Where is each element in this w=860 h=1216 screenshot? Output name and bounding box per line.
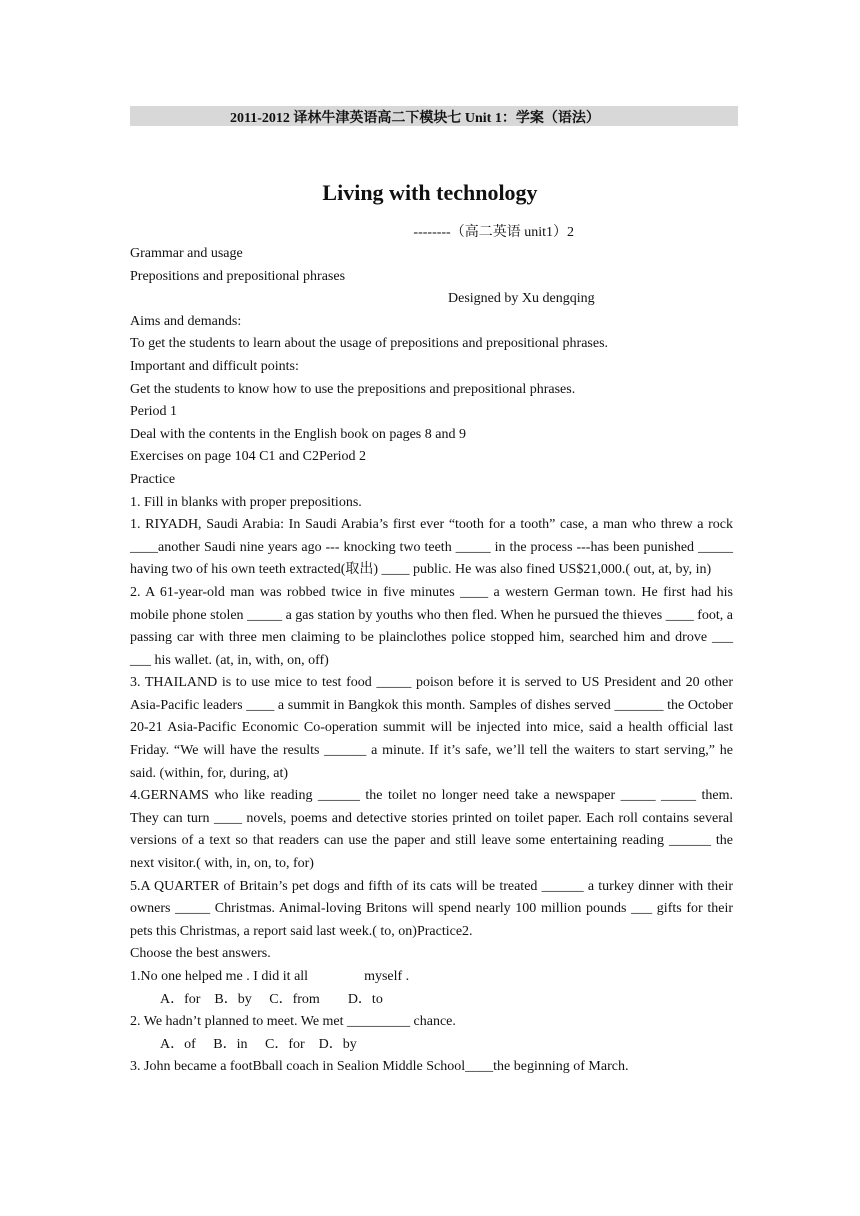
document-header: 2011-2012 译林牛津英语高二下模块七 Unit 1：学案（语法）: [230, 111, 600, 126]
practice-heading: Practice: [130, 471, 176, 487]
question-1: 1.No one helped me . I did it all myself .: [130, 969, 410, 984]
exercises-line: Exercises on page 104 C1 and C2Period 2: [130, 449, 367, 465]
document-title: Living with technology: [322, 180, 538, 205]
question-2-options: A．of B．in C．for D．by: [160, 1036, 357, 1052]
period-text: Deal with the contents in the English book on pages 8 and 9: [130, 426, 466, 442]
question-1-options: A．for B．by C．from D．to: [160, 991, 383, 1007]
aims-heading: Aims and demands:: [130, 313, 242, 329]
question-3: 3. John became a footBball coach in Sealion Middle School____the beginning of March.: [130, 1059, 629, 1075]
choose-heading: Choose the best answers.: [130, 946, 271, 962]
points-heading: Important and difficult points:: [130, 358, 299, 374]
paragraph-2: 2. A 61-year-old man was robbed twice in five minutes ____ a western German town. He first had his mobile phone stolen _____ a gas station by youths who then fled. When he pursued the thieves ____ foot, a passing car with three men claiming to be plainclothes police stopped him, searched him and drove ___ ___ his wallet. (at, in, with, on, off): [130, 584, 733, 668]
topic-line: Prepositions and prepositional phrases: [130, 268, 346, 284]
aims-text: To get the students to learn about the usage of prepositions and prepositional phrases.: [130, 336, 609, 352]
paragraph-5: 5.A QUARTER of Britain’s pet dogs and fifth of its cats will be treated ______ a turkey dinner with their owners _____ Christmas. Animal-loving Britons will spend nearly 100 million pounds ___ gifts for their pets this Christmas, a report said last week.( to, on)Practice2.: [130, 878, 733, 939]
paragraph-4: 4.GERNAMS who like reading ______ the toilet no longer need take a newspaper _____ _____ them. They can turn ____ novels, poems and detective stories printed on toilet paper. Each roll contains several versions of a text so that readers can use the paper and still leave some entertaining reading ______ the next visitor.( with, in, on, to, for): [130, 788, 733, 872]
section-heading: Grammar and usage: [130, 246, 243, 261]
document-body: [130, 243, 733, 1079]
instruction-line: 1. Fill in blanks with proper prepositions.: [130, 494, 362, 510]
points-text: Get the students to know how to use the prepositions and prepositional phrases.: [130, 381, 576, 397]
question-2: 2. We hadn’t planned to meet. We met _________ chance.: [130, 1014, 456, 1030]
paragraph-3: 3. THAILAND is to use mice to test food _____ poison before it is served to US President and 20 other Asia-Pacific leaders ____ a summit in Bangkok this month. Samples of dishes served _______ the October 20-21 Asia-Pacific Economic Co-operation summit will be injected into mice, said a health official last Friday. “We will have the results ______ a minute. If it’s safe, we’ll tell the waiters to start serving,” he said. (within, for, during, at): [130, 675, 733, 781]
author-line: Designed by Xu dengqing: [448, 291, 595, 307]
period-heading: Period 1: [130, 404, 178, 420]
paragraph-1: 1. RIYADH, Saudi Arabia: In Saudi Arabia’s first ever “tooth for a tooth” case, a man who threw a rock ____another Saudi nine years ago --- knocking two teeth _____ in the process ---has been punished _____ having two of his own teeth extracted(取出) ____ public. He was also fined US$21,000.( out, at, by, in): [130, 517, 733, 578]
document-subtitle: --------（高二英语 unit1）2: [413, 225, 574, 240]
